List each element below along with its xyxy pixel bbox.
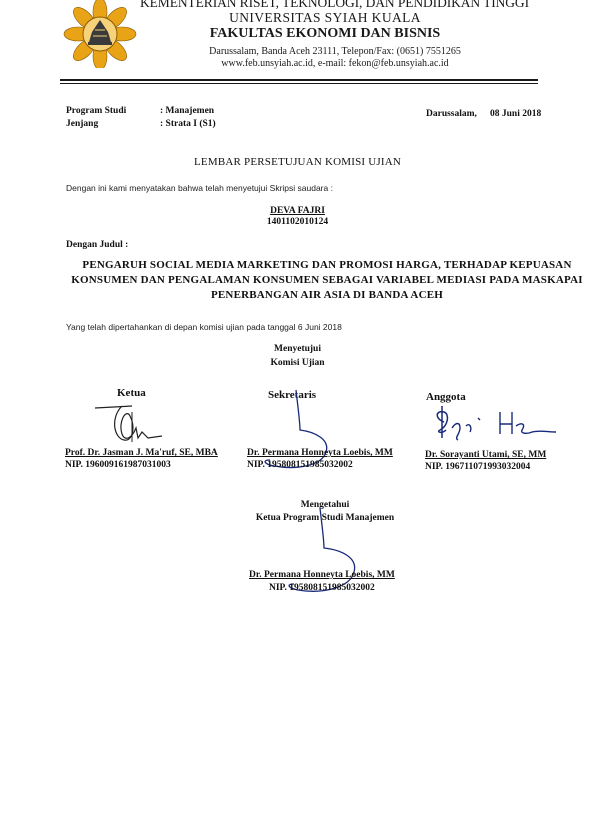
letterhead-rule-thin (60, 83, 538, 84)
acknowledge-position: Ketua Program Studi Manajemen (255, 513, 395, 523)
level-value: : Strata I (S1) (160, 119, 216, 129)
defense-date-text: Yang telah dipertahankan di depan komisi ujian pada tanggal 6 Juni 2018 (66, 322, 342, 332)
program-value: : Manajemen (160, 106, 215, 116)
ketua-name: Prof. Dr. Jasman J. Ma'ruf, SE, MBA (65, 448, 218, 458)
faculty-name: FAKULTAS EKONOMI DAN BISNIS (209, 26, 441, 41)
document-title: LEMBAR PERSETUJUAN KOMISI UJIAN (194, 156, 401, 168)
role-sekretaris: Sekretaris (268, 389, 317, 401)
sekretaris-name: Dr. Permana Honneyta Loebis, MM (247, 448, 393, 458)
university-name: UNIVERSITAS SYIAH KUALA (229, 10, 421, 25)
sekretaris-nip: NIP. 195808151985032002 (247, 460, 353, 470)
role-anggota: Anggota (426, 391, 466, 403)
ketua-nip: NIP. 196009161987031003 (65, 460, 171, 470)
student-name: DEVA FAJRI (270, 206, 325, 216)
thesis-title-label: Dengan Judul : (66, 240, 129, 250)
thesis-title: PENGARUH SOCIAL MEDIA MARKETING DAN PROMOSI HARGA, TERHADAP KEPUASAN KONSUMEN DAN PENGALAMAN KONSUMEN SEBAGAI VARIABEL MEDIASI PADA MASKAPAI PENERBANGAN AIR ASIA DI BANDA ACEH (71, 259, 583, 301)
program-head-name: Dr. Permana Honneyta Loebis, MM (249, 570, 395, 580)
ministry-name: KEMENTERIAN RISET, TEKNOLOGI, DAN PENDIDIKAN TINGGI (140, 0, 529, 10)
anggota-name: Dr. Sorayanti Utami, SE, MM (425, 450, 547, 460)
university-seal-icon (60, 0, 140, 68)
role-ketua: Ketua (117, 387, 146, 399)
anggota-nip: NIP. 196711071993032004 (425, 462, 531, 472)
signature-anggota (432, 404, 558, 444)
program-head-nip: NIP. 195808151985032002 (269, 583, 375, 593)
approval-committee: Komisi Ujian (270, 358, 325, 368)
acknowledge-heading: Mengetahui (300, 500, 350, 510)
student-id: 1401102010124 (266, 217, 329, 227)
web-email-line: www.feb.unsyiah.ac.id, e-mail: fekon@feb.unsyiah.ac.id (221, 58, 449, 69)
program-label: Program Studi (66, 106, 127, 116)
address-line: Darussalam, Banda Aceh 23111, Telepon/Fax: (0651) 7551265 (209, 46, 461, 57)
intro-text: Dengan ini kami menyatakan bahwa telah menyetujui Skripsi saudara : (66, 183, 333, 193)
signature-ketua (92, 398, 172, 448)
approval-heading: Menyetujui (274, 344, 321, 354)
letterhead-rule-thick (60, 79, 538, 81)
letter-place: Darussalam, (426, 109, 477, 119)
letter-date: 08 Juni 2018 (490, 109, 542, 119)
level-label: Jenjang (66, 119, 99, 129)
